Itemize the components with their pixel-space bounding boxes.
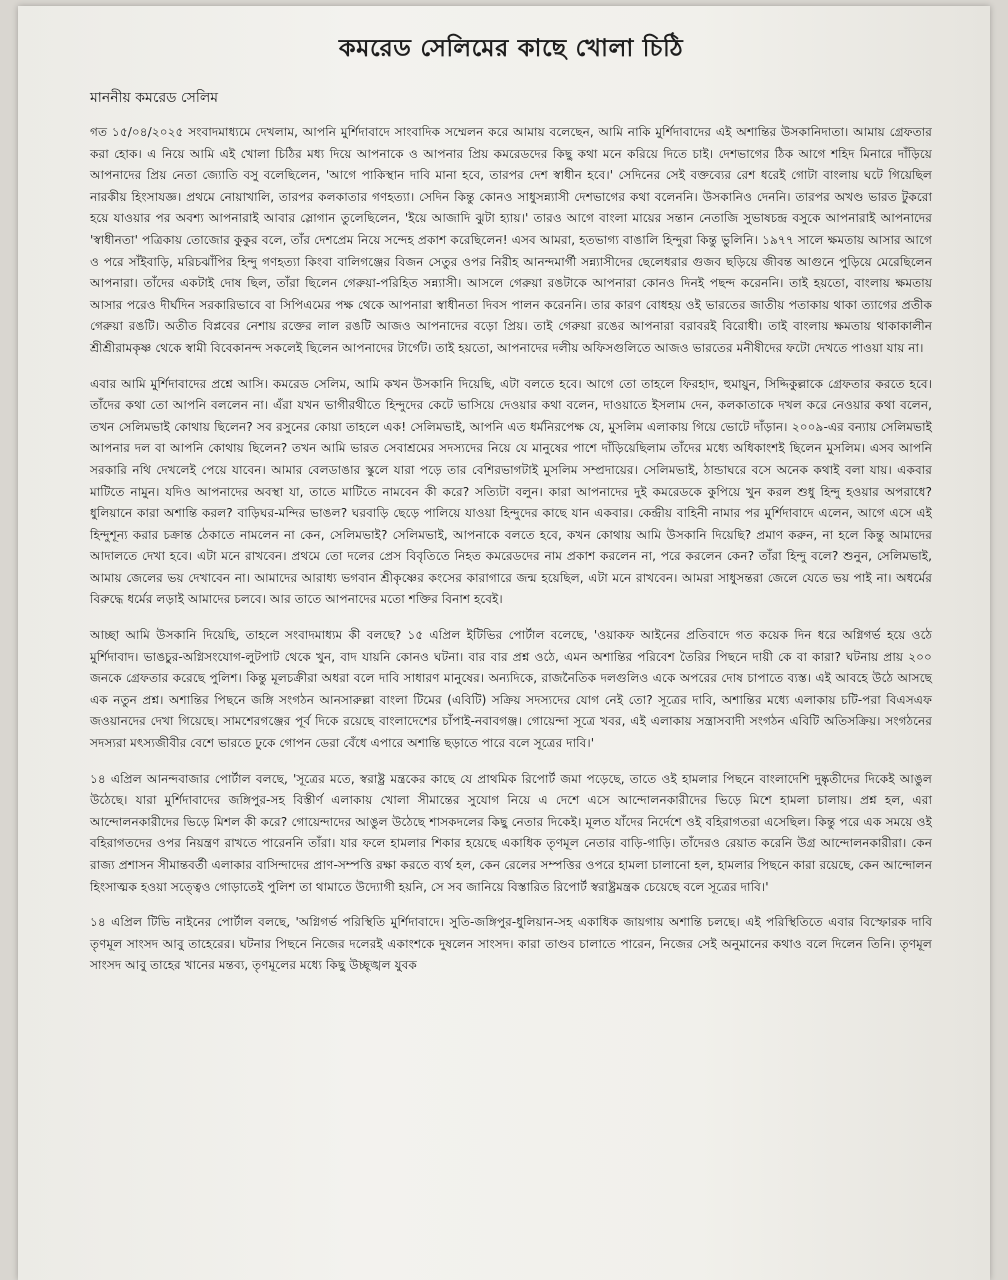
open-letter bbox=[90, 30, 932, 991]
letter-title: কমরেড সেলিমের কাছে খোলা চিঠি bbox=[338, 34, 684, 62]
letter-paragraph-2: এবার আমি মুর্শিদাবাদের প্রশ্নে আসি। কমরেড সেলিম, আমি কখন উসকানি দিয়েছি, এটা বলতে হবে। আগে তো তাহলে ফিরহাদ, হুমায়ুন, সিদ্দিকুল্লাকে গ্রেফতার করতে হবে। তাঁদের কথা তো আপনি বললেন না। এঁরা যখন ভাগীরথীতে হিন্দুদের কেটে ভাসিয়ে দেওয়ার কথা বলেন, দাওয়াতে ইসলাম দেন, কলকাতাকে দখল করে নেওয়ার কথা বলেন, তখন সেলিমভাই কোথায় ছিলেন? সব রসুনের কোয়া তাহলে এক! সেলিমভাই, আপনি এত ধর্মনিরপেক্ষ যে, মুসলিম এলাকায় গিয়ে ভোটে দাঁড়ান। ২০০৯-এর বন্যায় সেলিমভাই আপনার দল বা আপনি কোথায় ছিলেন? তখন আমি ভারত সেবাশ্রমের সদস্যদের নিয়ে যে মানুষের পাশে দাঁড়িয়েছিলাম তাঁদের মধ্যে অধিকাংশই ছিলেন মুসলিম। এসব আপনি সরকারি নথি দেখলেই পেয়ে যাবেন। আমার বেলডাঙার স্কুলে যারা পড়ে তার বেশিরভাগটাই মুসলিম সম্প্রদায়ের। সেলিমভাই, ঠান্ডাঘরে বসে অনেক কথাই বলা যায়। একবার মাটিতে নামুন। যদিও আপনাদের অবস্থা যা, তাতে মাটিতে নামবেন কী করে? সত্যিটা বলুন। কারা আপনাদের দুই কমরেডকে কুপিয়ে খুন করল শুধু হিন্দু হওয়ার অপরাধে? ধুলিয়ানে কারা অশান্তি করল? বাড়িঘর-মন্দির ভাঙল? ঘরবাড়ি ছেড়ে পালিয়ে যাওয়া হিন্দুদের কাছে যান একবার। কেন্দ্রীয় বাহিনী নামার পর মুর্শিদাবাদে এলেন, আগে এসে এই হিন্দুশূন্য করার চক্রান্ত ঠেকাতে নামলেন না কেন, সেলিমভাই? সেলিমভাই, আপনাকে বলতে হবে, কখন কোথায় আমি উসকানি দিয়েছি? প্রমাণ করুন, না হলে কিন্তু আমাদের আদালতে দেখা হবে। এটা মনে রাখবেন। প্রথমে তো দলের প্রেস বিবৃতিতে নিহত কমরেডদের নাম প্রকাশ করলেন না, পরে করলেন কেন? তাঁরা হিন্দু বলে? শুনুন, সেলিমভাই, আমায় জেলের ভয় দেখাবেন না। আমাদের আরাধ্য ভগবান শ্রীকৃষ্ণের কংসের কারাগারে জন্ম হয়েছিল, এটা মনে রাখবেন। আমরা সাধুসন্তরা জেলে যেতে ভয় পাই না। অধর্মের বিরুদ্ধে ধর্মের লড়াই আমাদের চলবে। আর তাতে আপনাদের মতো শক্তির বিনাশ হবেই। bbox=[90, 376, 932, 607]
letter-paragraph-3: আচ্ছা আমি উসকানি দিয়েছি, তাহলে সংবাদমাধ্যম কী বলছে? ১৫ এপ্রিল ইটিভির পোর্টাল বলেছে, 'ওয়াকফ আইনের প্রতিবাদে গত কয়েক দিন ধরে অগ্নিগর্ভ হয়ে ওঠে মুর্শিদাবাদ। ভাঙচুর-অগ্নিসংযোগ-লুটপাট থেকে খুন, বাদ যায়নি কোনও ঘটনা। বার বার প্রশ্ন ওঠে, এমন অশান্তির পরিবেশ তৈরির পিছনে দায়ী কে বা কারা? ঘটনায় প্রায় ২০০ জনকে গ্রেফতার করেছে পুলিশ। কিন্তু মূলচক্রীরা অধরা বলে দাবি সাধারণ মানুষের। অন্যদিকে, রাজনৈতিক দলগুলিও একে অপরের দোষ চাপাতে ব্যস্ত। এই আবহে উঠে আসছে এক নতুন প্রশ্ন। অশান্তির পিছনে জঙ্গি সংগঠন আনসারুল্লা বাংলা টিমের (এবিটি) সক্রিয় সদস্যদের যোগ নেই তো? সূত্রের দাবি, অশান্তির মধ্যে এলাকায় চটি-পরা বিএসএফ জওয়ানদের দেখা গিয়েছে। সামশেরগঞ্জের পূর্ব দিকে রয়েছে বাংলাদেশের চাঁপাই-নবাবগঞ্জ। গোয়েন্দা সূত্রে খবর, এই এলাকায় সন্ত্রাসবাদী সংগঠন এবিটি অতিসক্রিয়। সংগঠনের সদস্যরা মৎস্যজীবীর বেশে ভারতে ঢুকে গোপন ডেরা বেঁধে এপারে অশান্তি ছড়াতে পারে বলে সূত্রের দাবি।' bbox=[90, 628, 932, 751]
newspaper-page bbox=[18, 6, 990, 1280]
letter-paragraph-4: ১৪ এপ্রিল আনন্দবাজার পোর্টাল বলছে, 'সূত্রের মতে, স্বরাষ্ট্র মন্ত্রকের কাছে যে প্রাথমিক রিপোর্ট জমা পড়েছে, তাতে ওই হামলার পিছনে বাংলাদেশি দুষ্কৃতীদের দিকেই আঙুল উঠেছে। যারা মুর্শিদাবাদের জঙ্গিপুর-সহ বিস্তীর্ণ এলাকায় খোলা সীমান্তের সুযোগ নিয়ে এ দেশে এসে আন্দোলনকারীদের ভিড়ে মিশে হামলা চালায়। প্রশ্ন হল, এরা আন্দোলনকারীদের ভিড়ে মিশল কী করে? গোয়েন্দাদের আঙুল উঠেছে শাসকদলের কিছু নেতার দিকেই। মূলত যাঁদের নির্দেশে ওই বহিরাগতরা এসেছিল। কিন্তু পরে এক সময়ে ওই বহিরাগতদের ওপর নিয়ন্ত্রণ রাখতে পারেননি তাঁরা। যার ফলে হামলার শিকার হয়েছে একাধিক তৃণমূল নেতার বাড়ি-গাড়ি। তাঁদেরও রেয়াত করেনি উগ্র আন্দোলনকারীরা। কেন রাজ্য প্রশাসন সীমান্তবর্তী এলাকার বাসিন্দাদের প্রাণ-সম্পত্তি রক্ষা করতে ব্যর্থ হল, কেন রেলের সম্পত্তির ওপরে হামলা চালানো হল, হামলার পিছনে কারা রয়েছে, কেন আন্দোলন হিংসাত্মক হওয়া সত্ত্বেও গোড়াতেই পুলিশ তা থামাতে উদ্যোগী হয়নি, সে সব জানিয়ে বিস্তারিত রিপোর্ট স্বরাষ্ট্রমন্ত্রক চেয়েছে বলে সূত্রের দাবি।' bbox=[90, 771, 932, 894]
letter-salutation: মাননীয় কমরেড সেলিম bbox=[90, 90, 219, 106]
letter-paragraph-1: গত ১৫/০৪/২০২৫ সংবাদমাধ্যমে দেখলাম, আপনি মুর্শিদাবাদে সাংবাদিক সম্মেলন করে আমায় বলেছেন, আমি নাকি মুর্শিদাবাদের এই অশান্তির উসকানিদাতা। আমায় গ্রেফতার করা হোক। এ নিয়ে আমি এই খোলা চিঠির মধ্য দিয়ে আপনাকে ও আপনার প্রিয় কমরেডদের কিছু কথা মনে করিয়ে দিতে চাই। দেশভাগের ঠিক আগে শহিদ মিনারে দাঁড়িয়ে আপনাদের প্রিয় নেতা জ্যোতি বসু বলেছিলেন, 'আগে পাকিস্থান দাবি মানা হবে, তারপর দেশ স্বাধীন হবে।' সেদিনের সেই বক্তব্যের রেশ ধরেই গোটা বাংলায় ঘটে গিয়েছিল নারকীয় হিংসাযজ্ঞ। প্রথমে নোয়াখালি, তারপর কলকাতার গণহত্যা। সেদিন কিন্তু কোনও সাধুসন্ন্যাসী দেশভাগের কথা বলেননি। উসকানিও দেননি। তারপর অখণ্ড ভারত টুকরো হয়ে যাওয়ার পর অবশ্য আপনারাই আবার স্লোগান তুলেছিলেন, 'ইয়ে আজাদি ঝুটা হ্যায়।' তারও আগে বাংলা মায়ের সন্তান নেতাজি সুভাষচন্দ্র বসুকে আপনারাই আপনাদের 'স্বাধীনতা' পত্রিকায় তোজোর কুকুর বলে, তাঁর দেশপ্রেম নিয়ে সন্দেহ প্রকাশ করেছিলেন! এসব আমরা, হতভাগ্য বাঙালি হিন্দুরা কিন্তু ভুলিনি। ১৯৭৭ সালে ক্ষমতায় আসার আগে ও পরে সাঁইবাড়ি, মরিচঝাঁপির হিন্দু গণহত্যা কিংবা বালিগঞ্জের বিজন সেতুর ওপর নিরীহ আনন্দমার্গী সন্ন্যাসীদের ছেলেধরার গুজব ছড়িয়ে জীবন্ত আগুনে পুড়িয়ে মেরেছিলেন আপনারা। তাঁদের একটাই দোষ ছিল, তাঁরা ছিলেন গেরুয়া-পরিহিত সন্ন্যাসী। আসলে গেরুয়া রঙটাকে আপনারা কোনও দিনই পছন্দ করেননি। তাই হয়তো, বাংলায় ক্ষমতায় আসার পরেও দীর্ঘদিন সরকারিভাবে বা সিপিএমের পক্ষ থেকে আপনারা স্বাধীনতা দিবস পালন করেননি। তার কারণ বোধহয় ওই ভারতের জাতীয় পতাকায় থাকা ত্যাগের প্রতীক গেরুয়া রঙটি। অতীত বিপ্লবের নেশায় রক্তের লাল রঙটি আজও আপনাদের বড়ো প্রিয়। তাই গেরুয়া রঙের আপনারা বরাবরই বিরোধী। তাই বাংলায় ক্ষমতায় থাকাকালীন শ্রীশ্রীরামকৃষ্ণ থেকে স্বামী বিবেকানন্দ সকলেই ছিলেন আপনাদের টার্গেট। তাই হয়তো, আপনাদের দলীয় অফিসগুলিতে আজও ভারতের মনীষীদের ফটো দেখতে পাওয়া যায় না। bbox=[90, 125, 932, 355]
letter-paragraph-5: ১৪ এপ্রিল টিভি নাইনের পোর্টাল বলছে, 'অগ্নিগর্ভ পরিস্থিতি মুর্শিদাবাদে। সুতি-জঙ্গিপুর-ধুলিয়ান-সহ একাধিক জায়গায় অশান্তি চলছে। এই পরিস্থিতিতে এবার বিস্ফোরক দাবি তৃণমূল সাংসদ আবু তাহেরের। ঘটনার পিছনে নিজের দলেরই একাংশকে দুষলেন সাংসদ। কারা তাণ্ডব চালাতে পারেন, নিজের সেই অনুমানের কথাও বলে দিলেন তিনি। তৃণমূল সাংসদ আবু তাহের খানের মন্তব্য, তৃণমূলের মধ্যে কিছু উচ্ছৃঙ্খল যুবক bbox=[90, 915, 932, 973]
